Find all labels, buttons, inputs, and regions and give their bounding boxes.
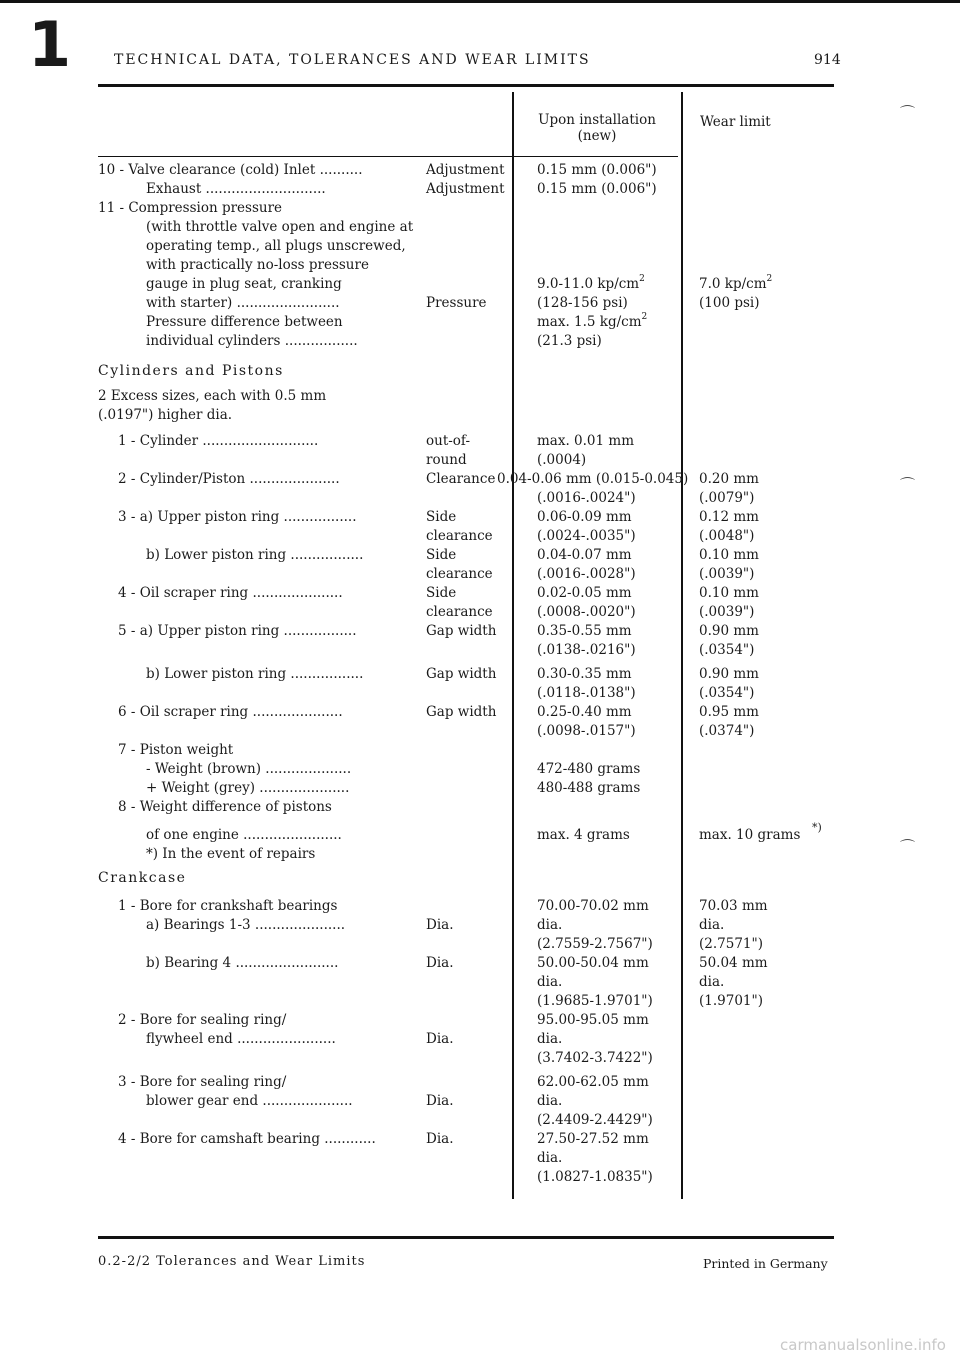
row-value-new: 0.02-0.05 mm — [537, 585, 632, 601]
table-row — [0, 869, 960, 888]
table-row — [0, 954, 960, 973]
row-spec: clearance — [426, 566, 493, 582]
row-label: 8 - Weight difference of pistons — [118, 799, 332, 815]
table-row — [0, 641, 960, 660]
row-value-new: (128-156 psi) — [537, 295, 628, 311]
row-value-new: 62.00-62.05 mm — [537, 1074, 649, 1090]
row-label: 7 - Piston weight — [118, 742, 234, 758]
table-row — [0, 470, 960, 489]
table-row — [0, 798, 960, 817]
section-number: 1 — [28, 8, 72, 81]
column-header-wear: Wear limit — [700, 114, 771, 130]
row-value-new: (.0016-.0028") — [537, 566, 636, 582]
row-spec: Side — [426, 547, 457, 563]
row-value-new: dia. — [537, 1093, 563, 1109]
row-label: of one engine ....................... — [146, 827, 342, 843]
row-value-wear: 7.0 $kp/cm^2$ — [699, 274, 773, 292]
table-row — [0, 684, 960, 703]
row-value-wear: (.0354") — [699, 685, 755, 701]
row-spec: clearance — [426, 528, 493, 544]
row-label: 2 - Bore for sealing ring/ — [118, 1012, 287, 1028]
footer-rule — [98, 1236, 834, 1239]
row-value-new: 50.00-50.04 mm — [537, 955, 649, 971]
row-spec: Dia. — [426, 955, 454, 971]
row-value-wear: 0.10 mm — [699, 585, 759, 601]
row-spec: Gap width — [426, 623, 497, 639]
table-row — [0, 741, 960, 760]
row-spec: Clearance — [426, 471, 496, 487]
row-label: (with throttle valve open and engine at — [146, 219, 414, 235]
table-row — [0, 332, 960, 351]
row-value-new: 9.0-11.0 $kp/cm^2$ — [537, 274, 645, 292]
row-label: with practically no-loss pressure — [146, 257, 369, 273]
table-row — [0, 703, 960, 722]
row-label: gauge in plug seat, cranking — [146, 276, 342, 292]
table-row — [0, 489, 960, 508]
table-row — [0, 362, 960, 381]
table-row — [0, 897, 960, 916]
footer-left: 0.2-2/2 Tolerances and Wear Limits — [98, 1254, 366, 1269]
row-value-wear: (1.9701") — [699, 993, 763, 1009]
row-spec: Dia. — [426, 1093, 454, 1109]
row-value-new: (1.9685-1.9701") — [537, 993, 653, 1009]
table-row — [0, 779, 960, 798]
table-row — [0, 1111, 960, 1130]
row-value-new: max. 0.01 mm — [537, 433, 634, 449]
watermark: carmanualsonline.info — [780, 1336, 946, 1354]
row-value-wear: (.0079") — [699, 490, 755, 506]
table-row — [0, 256, 960, 275]
row-label: Pressure difference between — [146, 314, 343, 330]
row-value-new: 0.04-0.07 mm — [537, 547, 632, 563]
superscript: 2 — [766, 274, 773, 284]
row-label: 3 - a) Upper piston ring ................. — [118, 509, 357, 525]
table-row — [0, 622, 960, 641]
row-value-new: (.0016-.0024") — [537, 490, 636, 506]
row-value-wear: 0.12 mm — [699, 509, 759, 525]
table-row — [0, 1073, 960, 1092]
section-heading: Cylinders and Pistons — [98, 363, 284, 379]
table-row — [0, 992, 960, 1011]
row-value-new: (21.3 psi) — [537, 333, 602, 349]
row-value-wear: (100 psi) — [699, 295, 760, 311]
column-header-new-line2: (new) — [577, 128, 617, 144]
row-value-wear: (.0374") — [699, 723, 755, 739]
table-row — [0, 313, 960, 332]
row-value-wear: (.0039") — [699, 604, 755, 620]
row-value-new: 0.04-0.06 mm (0.015-0.045) — [497, 471, 689, 487]
row-value-wear: 0.95 mm — [699, 704, 759, 720]
row-value-new: (.0008-.0020") — [537, 604, 636, 620]
row-value-wear: 70.03 mm — [699, 898, 768, 914]
footer-right: Printed in Germany — [703, 1256, 828, 1271]
table-row — [0, 1149, 960, 1168]
table-row — [0, 665, 960, 684]
margin-mark: ⌒ — [900, 104, 916, 122]
table-row — [0, 603, 960, 622]
row-value-new: (.0118-.0138") — [537, 685, 636, 701]
row-spec: clearance — [426, 604, 493, 620]
row-label: b) Lower piston ring ................. — [146, 547, 364, 563]
section-heading: Crankcase — [98, 870, 187, 886]
row-label: 3 - Bore for sealing ring/ — [118, 1074, 287, 1090]
margin-mark: ⌒ — [900, 476, 916, 494]
row-label: 4 - Oil scraper ring ..................... — [118, 585, 343, 601]
row-value-new: dia. — [537, 917, 563, 933]
row-spec: Adjustment — [426, 162, 505, 178]
row-value-new: 472-480 grams — [537, 761, 641, 777]
row-value-new: (.0024-.0035") — [537, 528, 636, 544]
row-value-wear: 0.20 mm — [699, 471, 759, 487]
table-row — [0, 294, 960, 313]
table-row — [0, 508, 960, 527]
row-value-new: 0.06-0.09 mm — [537, 509, 632, 525]
row-spec: Gap width — [426, 704, 497, 720]
row-label: Exhaust ............................ — [146, 181, 326, 197]
row-value-new: (2.7559-2.7567") — [537, 936, 653, 952]
row-value-new: 0.15 mm (0.006") — [537, 162, 657, 178]
header-rule — [98, 84, 834, 87]
row-label: - Weight (brown) .................... — [146, 761, 352, 777]
top-border-rule — [0, 0, 960, 3]
row-value-new: max. 4 grams — [537, 827, 630, 843]
superscript: 2 — [639, 274, 645, 284]
table-row — [0, 1049, 960, 1068]
table-row — [0, 973, 960, 992]
table-row — [0, 760, 960, 779]
row-value-wear: 0.10 mm — [699, 547, 759, 563]
row-value-new: dia. — [537, 974, 563, 990]
column-header-new-line1: Upon installation — [538, 112, 656, 128]
page-title: TECHNICAL DATA, TOLERANCES AND WEAR LIMITS — [114, 52, 591, 68]
row-value-new: 480-488 grams — [537, 780, 641, 796]
row-value-wear: 0.90 mm — [699, 666, 759, 682]
table-row — [0, 722, 960, 741]
table-row — [0, 218, 960, 237]
row-value-new: dia. — [537, 1150, 563, 1166]
footnote-mark: *) — [812, 821, 822, 834]
table-header-rule — [98, 156, 678, 157]
row-label: 5 - a) Upper piston ring ................. — [118, 623, 357, 639]
row-value-wear: dia. — [699, 974, 725, 990]
table-row — [0, 1011, 960, 1030]
row-label: b) Lower piston ring ................. — [146, 666, 364, 682]
row-value-new: (2.4409-2.4429") — [537, 1112, 653, 1128]
row-label: flywheel end ....................... — [146, 1031, 336, 1047]
row-spec: Adjustment — [426, 181, 505, 197]
row-label: 6 - Oil scraper ring ..................... — [118, 704, 343, 720]
row-value-new: 95.00-95.05 mm — [537, 1012, 649, 1028]
row-value-wear: (2.7571") — [699, 936, 763, 952]
row-value-new: 0.35-0.55 mm — [537, 623, 632, 639]
table-row — [0, 1092, 960, 1111]
row-value-wear: 50.04 mm — [699, 955, 768, 971]
table-row — [0, 527, 960, 546]
row-value-new: (3.7402-3.7422") — [537, 1050, 653, 1066]
row-label: 2 Excess sizes, each with 0.5 mm — [98, 388, 327, 404]
row-spec: Pressure — [426, 295, 487, 311]
row-value-wear: (.0039") — [699, 566, 755, 582]
row-value-wear: (.0354") — [699, 642, 755, 658]
table-row — [0, 845, 960, 864]
row-spec: Dia. — [426, 1031, 454, 1047]
table-row — [0, 584, 960, 603]
row-spec: Dia. — [426, 1131, 454, 1147]
row-value-wear: dia. — [699, 917, 725, 933]
row-value-new: 70.00-70.02 mm — [537, 898, 649, 914]
table-row — [0, 935, 960, 954]
table-row — [0, 1030, 960, 1049]
row-label: 1 - Cylinder ........................... — [118, 433, 319, 449]
row-value-new: 0.15 mm (0.006") — [537, 181, 657, 197]
table-row — [0, 199, 960, 218]
superscript: 2 — [641, 312, 648, 322]
row-value-new: dia. — [537, 1031, 563, 1047]
row-spec: Dia. — [426, 917, 454, 933]
row-spec: Gap width — [426, 666, 497, 682]
row-value-new: (.0098-.0157") — [537, 723, 636, 739]
row-value-new: 0.25-0.40 mm — [537, 704, 632, 720]
row-spec: round — [426, 452, 467, 468]
row-label: 1 - Bore for crankshaft bearings — [118, 898, 338, 914]
row-label: 2 - Cylinder/Piston ..................... — [118, 471, 340, 487]
table-row — [0, 237, 960, 256]
row-spec: out-of- — [426, 433, 471, 449]
row-label: + Weight (grey) ..................... — [146, 780, 350, 796]
row-label: (.0197") higher dia. — [98, 407, 233, 423]
row-spec: Side — [426, 585, 457, 601]
row-value-new: 27.50-27.52 mm — [537, 1131, 649, 1147]
table-row — [0, 916, 960, 935]
table-row — [0, 161, 960, 180]
row-label: blower gear end ..................... — [146, 1093, 353, 1109]
row-label: operating temp., all plugs unscrewed, — [146, 238, 406, 254]
row-label: 10 - Valve clearance (cold) Inlet .......... — [98, 162, 363, 178]
table-row — [0, 546, 960, 565]
row-label: individual cylinders ................. — [146, 333, 358, 349]
row-label: 4 - Bore for camshaft bearing ............ — [118, 1131, 376, 1147]
table-row — [0, 180, 960, 199]
table-row — [0, 1168, 960, 1187]
table-row — [0, 451, 960, 470]
row-label: *) In the event of repairs — [146, 846, 316, 862]
page-number: 914 — [814, 52, 841, 68]
row-value-new: 0.30-0.35 mm — [537, 666, 632, 682]
row-value-new: (.0004) — [537, 452, 587, 468]
table-row — [0, 565, 960, 584]
row-label: b) Bearing 4 ........................ — [146, 955, 339, 971]
table-row — [0, 387, 960, 406]
table-row — [0, 1130, 960, 1149]
row-value-new: max. 1.5 $kg/cm^2$ — [537, 312, 648, 330]
row-value-wear: 0.90 mm — [699, 623, 759, 639]
row-value-wear: (.0048") — [699, 528, 755, 544]
row-label: 11 - Compression pressure — [98, 200, 283, 216]
table-row — [0, 275, 960, 294]
row-label: with starter) ........................ — [146, 295, 340, 311]
table-row — [0, 406, 960, 425]
column-header-new — [516, 112, 678, 144]
row-value-new: (1.0827-1.0835") — [537, 1169, 653, 1185]
table-row — [0, 432, 960, 451]
table-row — [0, 821, 960, 845]
row-label: a) Bearings 1-3 ..................... — [146, 917, 346, 933]
margin-mark: ⌒ — [900, 838, 916, 856]
row-spec: Side — [426, 509, 457, 525]
row-value-wear: max. 10 grams — [699, 827, 801, 843]
row-value-new: (.0138-.0216") — [537, 642, 636, 658]
